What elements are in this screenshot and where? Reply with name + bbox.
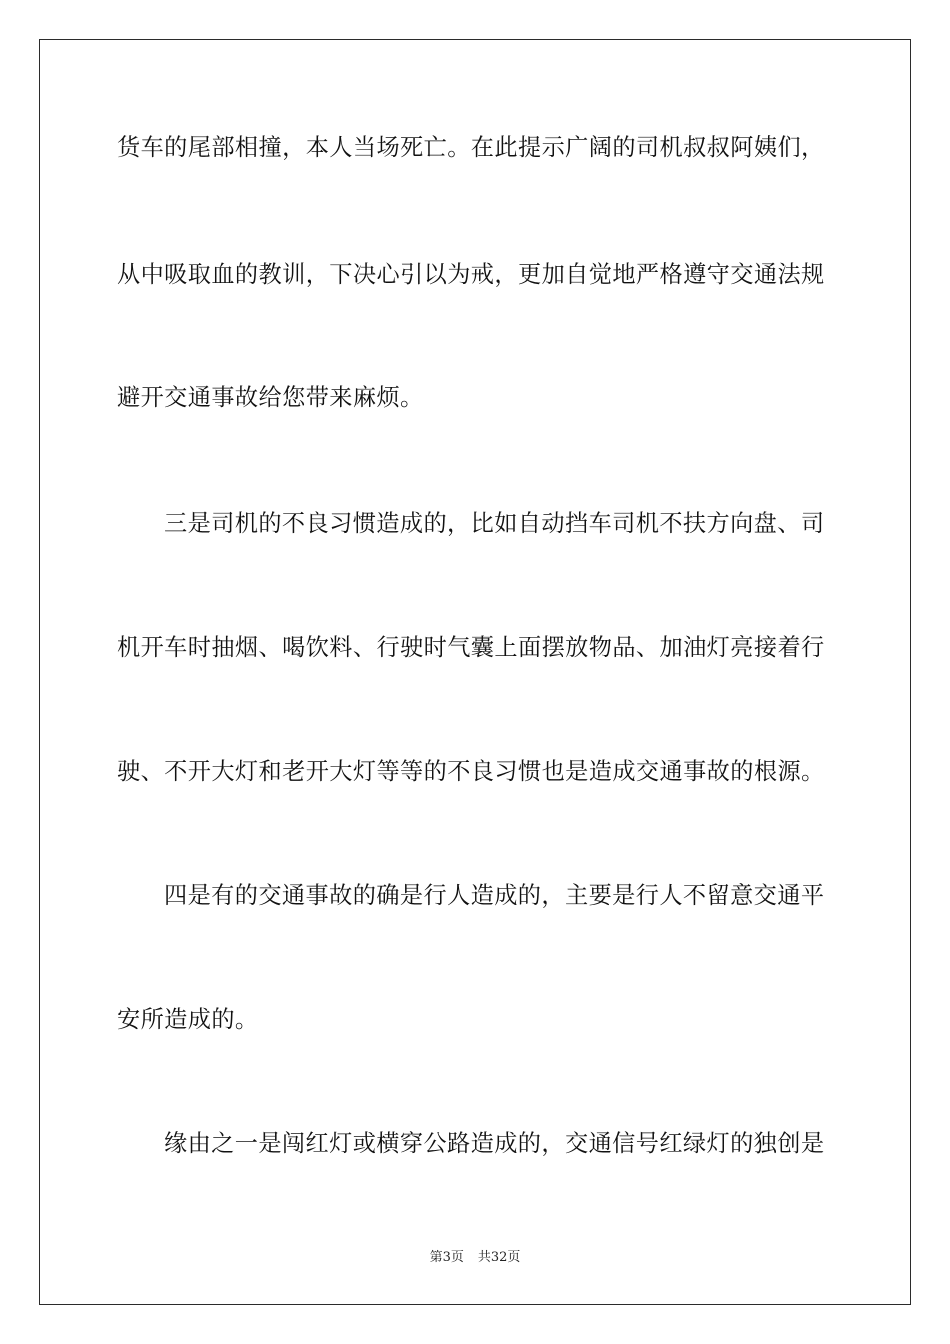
body-line-3: 避开交通事故给您带来麻烦。	[117, 384, 424, 411]
body-line-4: 三是司机的不良习惯造成的，比如自动挡车司机不扶方向盘、司	[164, 510, 825, 537]
body-line-6: 驶、不开大灯和老开大灯等等的不良习惯也是造成交通事故的根源。	[117, 758, 825, 785]
page-number: 第3页	[429, 1250, 464, 1265]
body-line-2: 从中吸取血的教训，下决心引以为戒，更加自觉地严格遵守交通法规	[117, 261, 825, 288]
page-border	[39, 39, 911, 1305]
page-total: 共32页	[477, 1250, 521, 1265]
body-line-9: 缘由之一是闯红灯或横穿公路造成的，交通信号红绿灯的独创是	[164, 1130, 825, 1157]
page-footer	[0, 1246, 950, 1265]
body-line-7: 四是有的交通事故的确是行人造成的，主要是行人不留意交通平	[164, 882, 825, 909]
body-line-5: 机开车时抽烟、喝饮料、行驶时气囊上面摆放物品、加油灯亮接着行	[117, 634, 825, 661]
body-line-8: 安所造成的。	[117, 1006, 259, 1033]
body-line-1: 货车的尾部相撞，本人当场死亡。在此提示广阔的司机叔叔阿姨们，	[117, 134, 825, 161]
